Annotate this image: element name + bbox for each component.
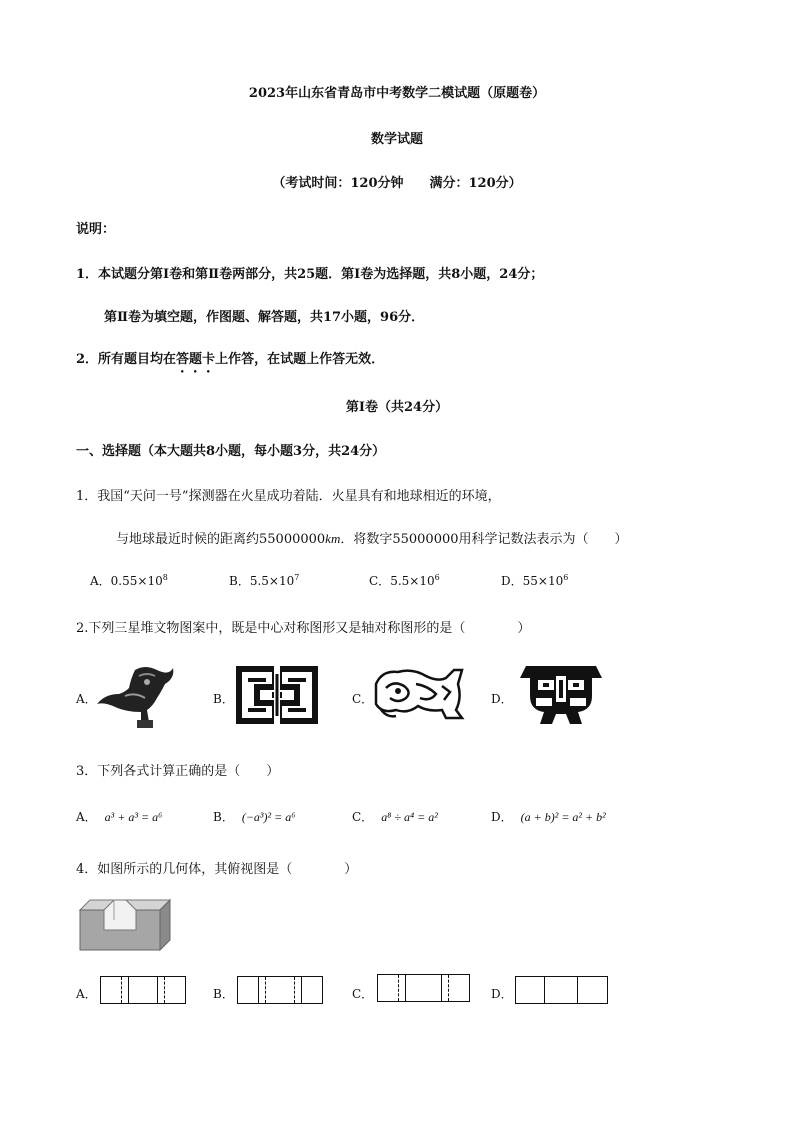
q3-option-b[interactable] <box>213 808 295 825</box>
q3-option-b-label: B． <box>213 810 234 824</box>
instruction-item-2-pre: 2．所有题目均在 <box>76 352 177 367</box>
bird-artifact-icon <box>95 662 185 730</box>
visible-edge <box>301 977 302 1003</box>
visible-edge <box>258 977 259 1003</box>
instruction-item-1: 1．本试题分第Ⅰ卷和第Ⅱ卷两部分，共25题．第Ⅰ卷为选择题，共8小题，24分； <box>76 267 544 282</box>
instruction-item-1-cont: 第Ⅱ卷为填空题，作图题、解答题，共17小题，96分． <box>104 310 425 325</box>
visible-edge <box>577 977 578 1003</box>
dragon-pattern-icon <box>372 664 466 722</box>
q1-stem-line2 <box>116 528 628 547</box>
q1-stem-line1: 1．我国“天问一号”探测器在火星成功着陆．火星具有和地球相近的环境， <box>76 489 501 504</box>
section-heading: 一、选择题（本大题共8小题，每小题3分，共24分） <box>76 444 386 459</box>
visible-edge <box>544 977 545 1003</box>
q3-option-d-label: D． <box>491 810 513 824</box>
q3-option-d-expr: (a + b)² = a² + b² <box>520 810 606 824</box>
q4-option-d-label[interactable]: D． <box>491 987 513 1001</box>
q2-option-b-label[interactable]: B． <box>213 692 234 706</box>
q3-option-b-expr: (−a³)² = a⁶ <box>241 810 296 824</box>
instructions-heading: 说明： <box>76 222 116 237</box>
hidden-edge <box>448 975 449 1001</box>
q2-option-a-label[interactable]: A． <box>76 692 97 706</box>
q4-option-a-figure <box>100 976 186 1004</box>
q4-option-b-figure <box>237 976 323 1004</box>
q3-option-c[interactable] <box>352 808 438 825</box>
visible-edge <box>128 977 129 1003</box>
q1-stem-pre: 与地球最近时候的距离约55000000 <box>116 532 326 547</box>
geometric-solid-figure <box>78 896 172 956</box>
q4-option-a-label[interactable]: A． <box>76 987 97 1001</box>
q1-stem-post: ．将数字55000000用科学记数法表示为（ ） <box>340 532 628 547</box>
q1-option-d[interactable]: D．$55\times 10^6$ <box>501 573 569 588</box>
q4-option-b-label[interactable]: B． <box>213 987 234 1001</box>
visible-edge <box>405 975 406 1001</box>
q2-option-d-label[interactable]: D． <box>491 692 513 706</box>
page-subtitle: 数学试题 <box>370 132 423 147</box>
exam-time-info: （考试时间：120分钟 满分：120分） <box>272 176 522 191</box>
page-title: 2023年山东省青岛市中考数学二模试题（原题卷） <box>248 86 546 101</box>
q3-option-a-expr: a³ + a³ = a⁶ <box>104 810 163 824</box>
visible-edge <box>157 977 158 1003</box>
q3-option-c-label: C． <box>352 810 374 824</box>
q4-option-c-label[interactable]: C． <box>352 987 374 1001</box>
q1-option-a[interactable]: A．$0.55\times 10^8$ <box>90 573 168 588</box>
q2-stem: 2.下列三星堆文物图案中，既是中心对称图形又是轴对称图形的是（ ） <box>76 621 531 636</box>
q1-option-c[interactable]: C．$5.5\times 10^6$ <box>369 573 440 588</box>
mask-pattern-icon <box>516 662 606 726</box>
hidden-edge <box>265 977 266 1003</box>
q4-option-c-figure <box>377 974 470 1002</box>
q3-stem: 3．下列各式计算正确的是（ ） <box>76 764 280 779</box>
q3-option-a-label: A． <box>76 810 97 824</box>
q4-stem: 4．如图所示的几何体，其俯视图是（ ） <box>76 862 358 877</box>
q3-option-c-expr: a⁸ ÷ a⁴ = a² <box>381 810 438 824</box>
part1-title: 第Ⅰ卷（共24分） <box>345 400 449 415</box>
q2-option-c-label[interactable]: C． <box>352 692 374 706</box>
hidden-edge <box>164 977 165 1003</box>
instruction-item-2-emph: 答题卡 <box>176 352 216 367</box>
instruction-item-2 <box>76 348 384 376</box>
q4-option-d-figure <box>515 976 608 1004</box>
q1-unit: km <box>325 531 341 546</box>
q3-option-d[interactable] <box>491 808 606 825</box>
hidden-edge <box>121 977 122 1003</box>
symmetric-pattern-icon <box>234 664 320 726</box>
instruction-item-2-post: 上作答，在试题上作答无效． <box>215 352 385 367</box>
hidden-edge <box>398 975 399 1001</box>
q1-option-b[interactable]: B．$5.5\times 10^7$ <box>229 573 300 588</box>
visible-edge <box>441 975 442 1001</box>
hidden-edge <box>294 977 295 1003</box>
q3-option-a[interactable] <box>76 808 162 825</box>
